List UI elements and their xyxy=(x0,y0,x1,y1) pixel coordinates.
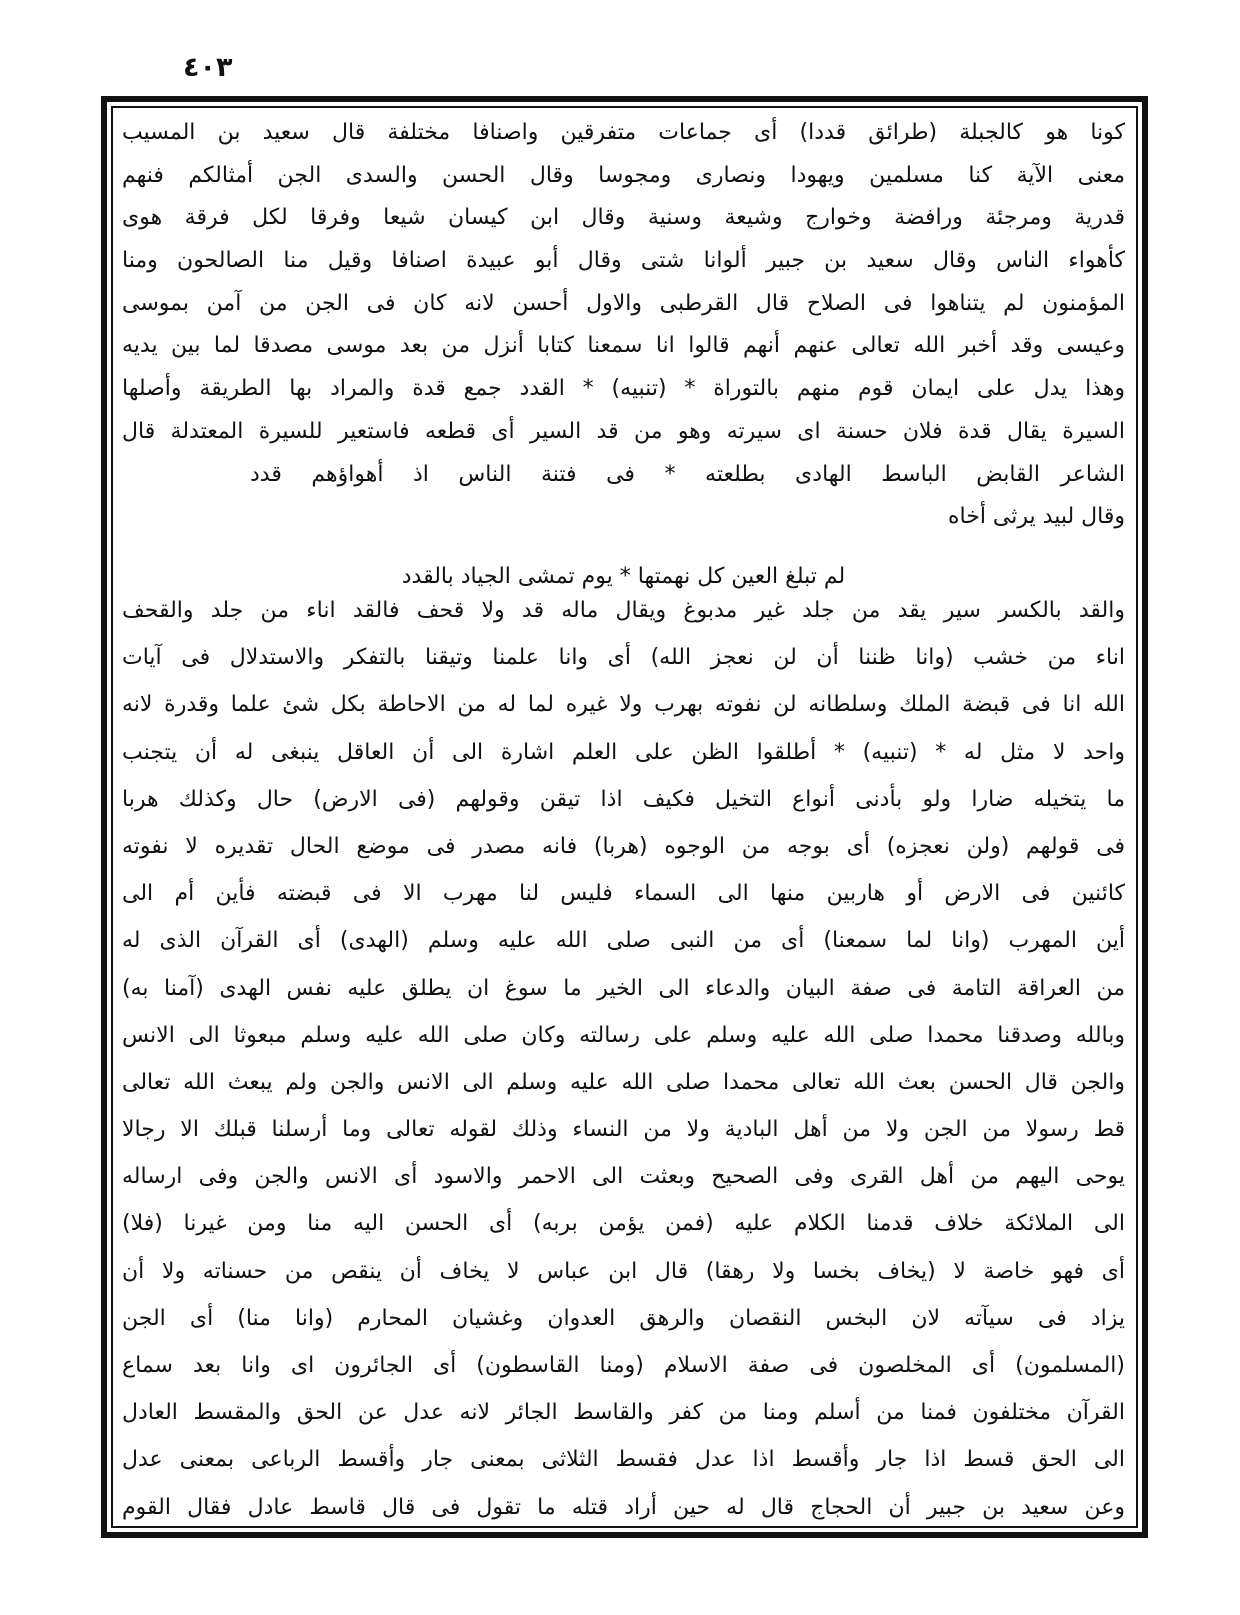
poetry-verse: القابض الباسط الهادى بطلعته * فى فتنة الناس اذ أهواؤهم قدد xyxy=(250,462,1040,488)
poet-label: الشاعر xyxy=(1060,462,1125,488)
text-line: من العراقة التامة فى صفة البيان والدعاء الى الخير ما سوغ ان يطلق عليه نفس الهدى (آمنا به) xyxy=(122,975,1125,1001)
text-line: يوحى اليهم من أهل القرى وفى الصحيح وبعثت الى الاحمر والاسود أى الانس والجن وفى ارساله xyxy=(122,1164,1125,1190)
text-line: الى الحق قسط اذا جار وأقسط اذا عدل فقسط الثلاثى بمعنى جار وأقسط الرباعى بمعنى عدل xyxy=(122,1447,1125,1473)
text-block-bottom xyxy=(122,587,1125,1531)
text-line: معنى الآية كنا مسلمين ويهودا ونصارى ومجوسا وقال الحسن والسدى الجن أمثالكم فنهم xyxy=(122,162,1125,188)
verse-intro-line: وقال لبيد يرثى أخاه xyxy=(948,504,1125,530)
text-line: القرآن مختلفون فمنا من أسلم ومنا من كفر والقاسط الجائر لانه عدل عن الحق والمقسط العادل xyxy=(122,1400,1125,1426)
text-line: وبالله وصدقنا محمدا صلى الله عليه وسلم على رسالته وكان صلى الله عليه وسلم مبعوثا الى الانس xyxy=(122,1022,1125,1048)
text-line: وعن سعيد بن جبير أن الحجاج قال له حين أراد قتله ما تقول فى قال قاسط عادل فقال القوم xyxy=(122,1494,1125,1520)
text-line: كونا هو كالجبلة (طرائق قددا) أى جماعات متفرقين واصنافا مختلفة قال سعيد بن المسيب xyxy=(122,120,1125,145)
text-line: المؤمنون لم يتناهوا فى الصلاح قال القرطبى والاول أحسن لانه كان فى الجن من آمن بموسى xyxy=(122,290,1125,316)
text-line: قط رسولا من الجن ولا من أهل البادية ولا من النساء وذلك لقوله تعالى وما أرسلنا قبلك الا رجالا xyxy=(122,1117,1125,1143)
text-line: (المسلمون) أى المخلصون فى صفة الاسلام (ومنا القاسطون) أى الجائرون اى وانا بعد سماع xyxy=(122,1353,1125,1378)
page-number: ٤٠٣ xyxy=(183,52,233,83)
text-line: والجن قال الحسن بعث الله تعالى محمدا صلى الله عليه وسلم الى الانس والجن ولم يبعث الله تعالى xyxy=(122,1069,1125,1095)
text-line: اناء من خشب (وانا ظننا أن لن نعجز الله) أى وانا علمنا وتيقنا بالتفكر والاستدلال فى آيات xyxy=(122,645,1125,671)
text-line: يزاد فى سيآته لان البخس النقصان والرهق العدوان وغشيان المحارم (وانا منا) أى الجن xyxy=(122,1305,1125,1331)
poetry-line xyxy=(122,454,1125,497)
text-line: كأهواء الناس وقال سعيد بن جبير ألوانا شتى وقال أبو عبيدة اصنافا وقيل منا الصالحون ومنا xyxy=(122,248,1125,274)
centered-verse: لم تبلغ العين كل نهمتها * يوم تمشى الجياد بالقدد xyxy=(401,564,846,589)
text-line: واحد لا مثل له * (تنبيه) * أطلقوا الظن على العلم اشارة الى أن العاقل ينبغى له أن يتجنب xyxy=(122,739,1125,765)
text-line: والقد بالكسر سير يقد من جلد غير مدبوغ ويقال ماله قد ولا قحف فالقد اناء من جلد والقحف xyxy=(122,598,1125,623)
text-block-top xyxy=(122,112,1125,539)
text-line: قدرية ومرجئة ورافضة وخوارج وشيعة وسنية وقال ابن كيسان شيعا وفرقا لكل فرقة هوى xyxy=(122,205,1125,231)
text-line: الى الملائكة خلاف قدمنا الكلام عليه (فمن يؤمن بربه) أى الحسن اليه منا ومن غيرنا (فلا) xyxy=(122,1211,1125,1237)
text-line: فى قولهم (ولن نعجزه) أى بوجه من الوجوه (هربا) فانه مصدر فى موضع الحال تقديره لا نفوته xyxy=(122,833,1125,859)
text-line: أى فهو خاصة لا (يخاف بخسا ولا رهقا) قال ابن عباس لا يخاف أن ينقص من حسناته ولا أن xyxy=(122,1258,1125,1284)
text-line: ما يتخيله ضارا ولو بأدنى أنواع التخيل فكيف اذا تيقن وقولهم (فى الارض) حال وكذلك هربا xyxy=(122,786,1125,812)
text-line: كائنين فى الارض أو هاربين منها الى السماء فليس لنا مهرب الا فى قبضته فأين أم الى xyxy=(122,881,1125,907)
text-line: وهذا يدل على ايمان قوم منهم بالتوراة * (تنبيه) * القدد جمع قدة والمراد بها الطريقة وأصلها xyxy=(122,376,1125,402)
text-line: أين المهرب (وانا لما سمعنا) أى من النبى صلى الله عليه وسلم (الهدى) أى القرآن الذى له xyxy=(122,928,1125,954)
text-line: السيرة يقال قدة فلان حسنة اى سيرته وهو من قد السير أى قطعه فاستعير للسيرة المعتدلة قال xyxy=(122,418,1125,444)
text-line: وعيسى وقد أخبر الله تعالى عنهم أنهم قالوا انا سمعنا كتابا أنزل من بعد موسى مصدقا لما بين يديه xyxy=(122,333,1125,359)
text-line: الله انا فى قبضة الملك وسلطانه لن نفوته بهرب ولا غيره لما له من الاحاطة بكل شئ علما وقدرة لانه xyxy=(122,692,1125,718)
